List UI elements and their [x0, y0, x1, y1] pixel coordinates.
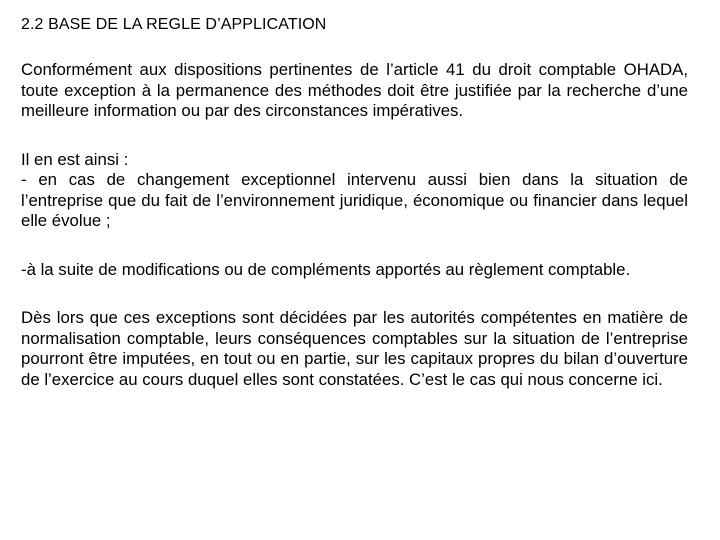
paragraph-list-item-change: - en cas de changement exceptionnel intervenu aussi bien dans la situation de l’entreprise que du fait de l’environnement juridique, économique ou financier dans lequel elle évolue ;: [21, 170, 688, 230]
paragraph-list-item-modifications: -à la suite de modifications ou de compléments apportés au règlement comptable.: [21, 259, 631, 279]
paragraph-list-intro: Il en est ainsi :: [21, 149, 129, 169]
paragraph-consequences: Dès lors que ces exceptions sont décidées par les autorités compétentes en matière de normalisation comptable, leurs conséquences comptables sur la situation de l’entreprise pourront être imputées, en tout ou en partie, sur les capitaux propres du bilan d’ouverture de l’exercice au cours duquel elles sont constatées. C’est le cas qui nous concerne ici.: [21, 308, 688, 389]
section-title: 2.2 BASE DE LA REGLE D’APPLICATION: [21, 16, 327, 33]
document-page: [21, 14, 688, 390]
paragraph-ohada-article: Conformément aux dispositions pertinentes de l’article 41 du droit comptable OHADA, toute exception à la permanence des méthodes doit être justifiée par la recherche d’une meilleure information ou par des circonstances impératives.: [21, 60, 688, 120]
